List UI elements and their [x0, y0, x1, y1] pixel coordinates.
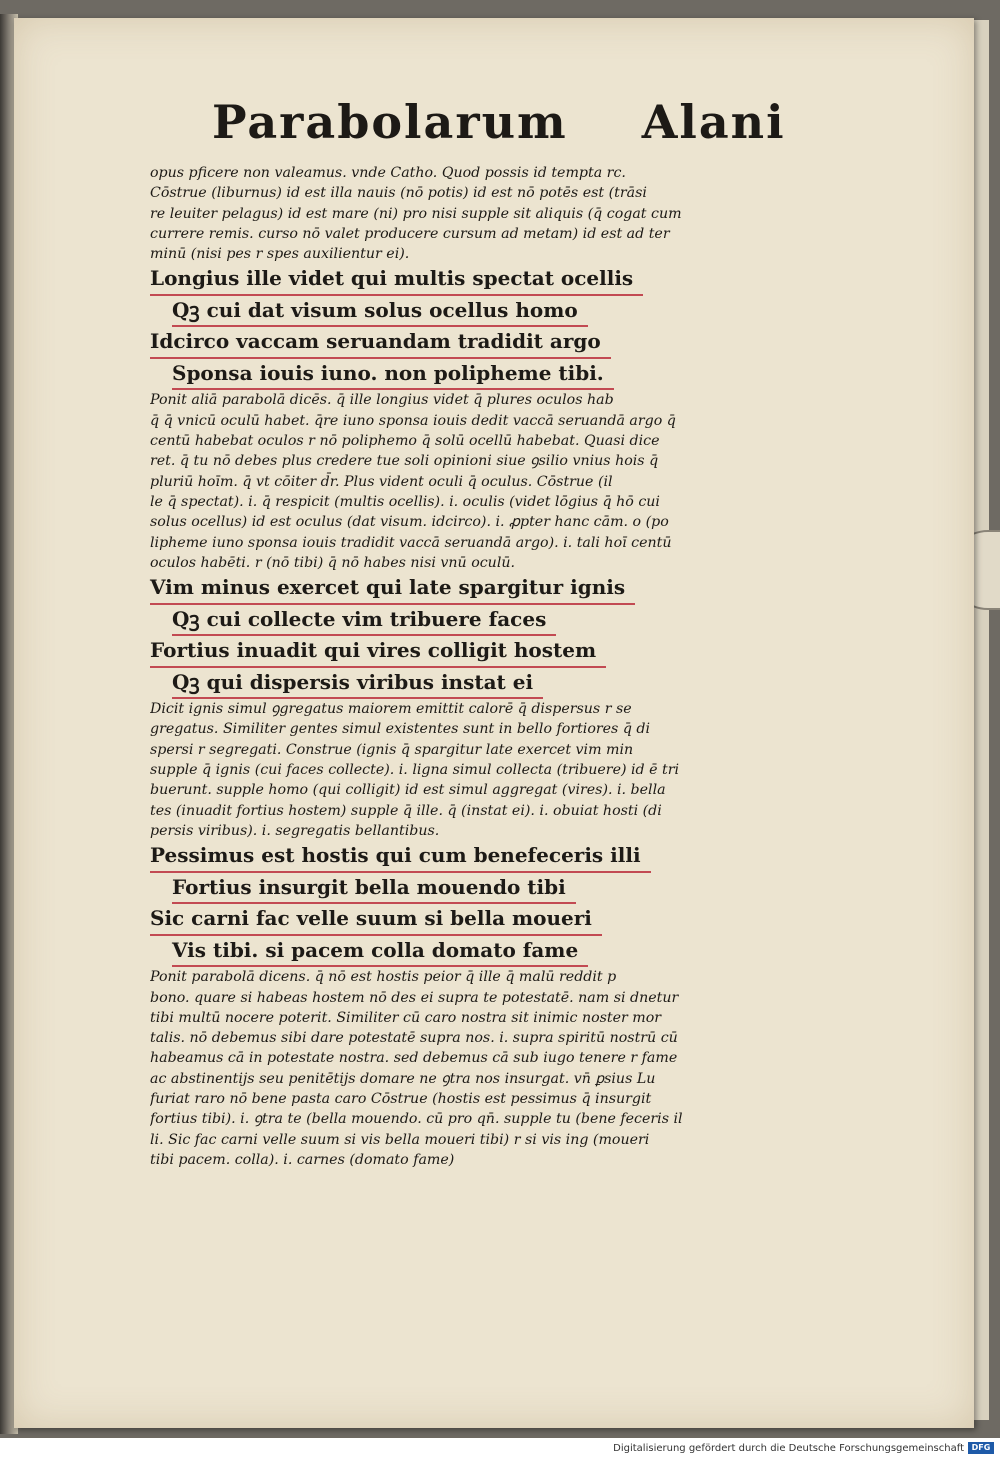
- verse-line: Fortius inuadit qui vires colligit hostem: [150, 636, 606, 668]
- text-line: ac abstinentijs seu penitētijs domare ne ꝯtra nos insurgat. vn̄ ꝑsius Lu: [150, 1070, 656, 1087]
- text-line: Cōstrue (liburnus) id est illa nauis (nō potis) id est nō potēs est (trāsi: [150, 185, 647, 202]
- verse-block: [150, 573, 800, 699]
- dfg-logo: DFG: [968, 1442, 994, 1454]
- commentary-block: [150, 163, 800, 264]
- text-line: fortius tibi). i. ꝯtra te (bella mouendo. cū pro qn̄. supple tu (bene feceris il: [150, 1111, 683, 1128]
- text-line: gregatus. Similiter gentes simul existentes sunt in bello fortiores q̄ di: [150, 721, 651, 738]
- verse-line: Qꝫ qui dispersis viribus instat ei: [172, 668, 543, 700]
- text-line: currere remis. curso nō valet producere cursum ad metam) id est ad ter: [150, 225, 670, 242]
- text-line: solus ocellus) id est oculus (dat visum. idcirco). i. ꝓpter hanc cām. o (po: [150, 514, 669, 531]
- title-word: Alani: [641, 95, 786, 149]
- commentary-block: [150, 967, 800, 1170]
- verse-block: [150, 841, 800, 967]
- text-line: centū habebat oculos r nō poliphemo q̄ solū ocellū habebat. Quasi dice: [150, 433, 660, 450]
- text-line: pluriū hoīm. q̄ vt cōiter d̄r. Plus vident oculi q̄ oculus. Cōstrue (il: [150, 473, 613, 490]
- text-line: furiat raro nō bene pasta caro Cōstrue (hostis est pessimus q̄ insurgit: [150, 1091, 652, 1108]
- verse-line: Pessimus est hostis qui cum benefeceris illi: [150, 841, 651, 873]
- text-line: q̄ q̄ vnicū oculū habet. q̄re iuno sponsa iouis dedit vaccā seruandā argo q̄: [150, 412, 676, 429]
- text-line: tes (inuadit fortius hostem) supple q̄ ille. q̄ (instat ei). i. obuiat hosti (di: [150, 802, 662, 819]
- text-line: Dicit ignis simul ꝯgregatus maiorem emittit calorē q̄ dispersus r se: [150, 701, 632, 718]
- verse-line: Qꝫ cui dat visum solus ocellus homo: [172, 296, 588, 328]
- text-line: bono. quare si habeas hostem nō des ei supra te potestatē. nam si dnetur: [150, 989, 679, 1006]
- text-line: persis viribus). i. segregatis bellantibus.: [150, 822, 440, 839]
- text-line: tibi pacem. colla). i. carnes (domato fame): [150, 1151, 455, 1168]
- verse-line: Idcirco vaccam seruandam tradidit argo: [150, 327, 611, 359]
- footer-bar: [0, 1438, 1000, 1459]
- text-line: supple q̄ ignis (cui faces collecte). i. ligna simul collecta (tribuere) id ē tri: [150, 762, 680, 779]
- verse-block: [150, 264, 800, 390]
- text-line: minū (nisi pes r spes auxilientur ei).: [150, 246, 410, 263]
- page-text: [150, 95, 800, 1170]
- verse-line: Longius ille videt qui multis spectat ocellis: [150, 264, 643, 296]
- title-word: Parabolarum: [212, 95, 568, 149]
- text-line: tibi multū nocere poterit. Similiter cū caro nostra sit inimic noster mor: [150, 1009, 662, 1026]
- verse-line: Fortius insurgit bella mouendo tibi: [172, 873, 576, 905]
- footer-credit: Digitalisierung gefördert durch die Deutsche Forschungsgemeinschaft: [613, 1443, 964, 1454]
- page-title: [212, 95, 800, 149]
- text-line: lipheme iuno sponsa iouis tradidit vaccā seruandā argo). i. tali hoī centū: [150, 534, 672, 551]
- text-line: re leuiter pelagus) id est mare (ni) pro nisi supple sit aliquis (q̄ cogat cum: [150, 205, 682, 222]
- text-line: spersi r segregati. Construe (ignis q̄ spargitur late exercet vim min: [150, 741, 634, 758]
- verse-line: Vim minus exercet qui late spargitur ignis: [150, 573, 635, 605]
- text-line: opus pficere non valeamus. vnde Catho. Quod possis id tempta rc.: [150, 165, 626, 181]
- text-line: Ponit parabolā dicens. q̄ nō est hostis peior q̄ ille q̄ malū reddit p: [150, 969, 617, 986]
- text-line: li. Sic fac carni velle suum si vis bella moueri tibi) r si vis ing (moueri: [150, 1131, 650, 1148]
- verse-line: Sic carni fac velle suum si bella moueri: [150, 904, 602, 936]
- commentary-block: [150, 390, 800, 573]
- text-line: habeamus cā in potestate nostra. sed debemus cā sub iugo tenere r fame: [150, 1050, 678, 1067]
- text-line: Ponit aliā parabolā dicēs. q̄ ille longius videt q̄ plures oculos hab: [150, 392, 614, 409]
- verse-line: Qꝫ cui collecte vim tribuere faces: [172, 605, 556, 637]
- text-line: buerunt. supple homo (qui colligit) id est simul aggregat (vires). i. bella: [150, 782, 666, 799]
- commentary-block: [150, 699, 800, 841]
- text-line: ret. q̄ tu nō debes plus credere tue soli opinioni siue ꝯsilio vnius hois q̄: [150, 453, 659, 470]
- text-line: oculos habēti. r (nō tibi) q̄ nō habes nisi vnū oculū.: [150, 554, 516, 571]
- verse-line: Sponsa iouis iuno. non polipheme tibi.: [172, 359, 614, 391]
- page-edge: [972, 20, 989, 1420]
- text-line: le q̄ spectat). i. q̄ respicit (multis ocellis). i. oculis (videt lōgius q̄ hō cui: [150, 493, 660, 510]
- text-line: talis. nō debemus sibi dare potestatē supra nos. i. supra spiritū nostrū cū: [150, 1030, 678, 1047]
- verse-line: Vis tibi. si pacem colla domato fame: [172, 936, 588, 968]
